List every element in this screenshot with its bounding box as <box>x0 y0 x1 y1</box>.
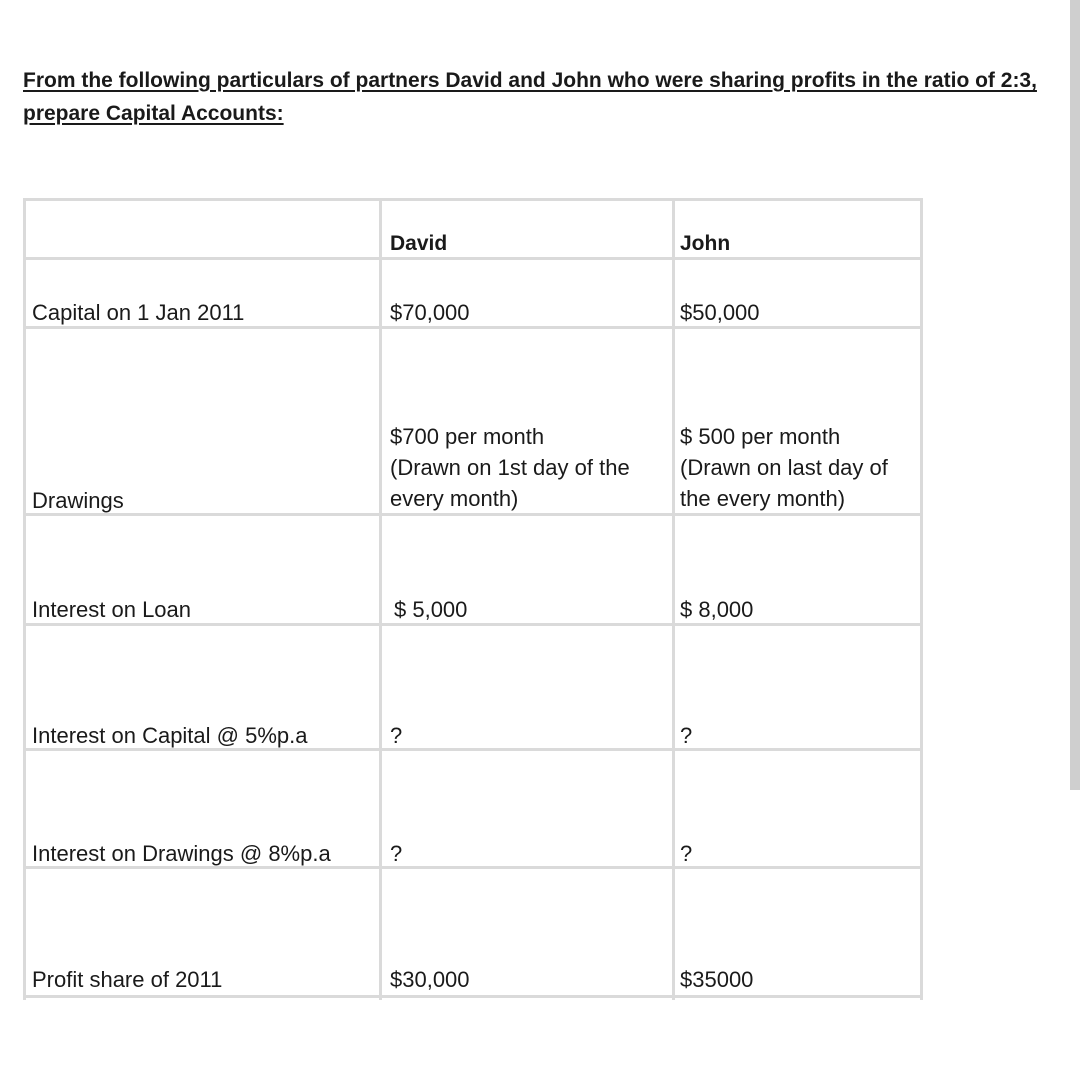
row-label-interest-on-capital: Interest on Capital @ 5%p.a <box>32 723 308 748</box>
interest-on-drawings-john: ? <box>680 841 693 866</box>
drawings-david-line: (Drawn on 1st day of the <box>390 455 630 480</box>
grid-line <box>379 198 382 1000</box>
partners-particulars-table <box>23 198 923 1000</box>
interest-on-capital-john: ? <box>680 723 693 748</box>
row-label-profit-share: Profit share of 2011 <box>32 967 223 992</box>
row-label-interest-on-loan: Interest on Loan <box>32 597 192 622</box>
profit-share-john: $35000 <box>680 967 754 992</box>
drawings-john-line: the every month) <box>680 486 846 511</box>
grid-line <box>920 198 923 1000</box>
interest-on-loan-david: $ 5,000 <box>394 597 468 622</box>
grid-line <box>23 257 923 260</box>
capital-david: $70,000 <box>390 300 470 325</box>
grid-line <box>23 995 923 998</box>
drawings-david <box>390 421 630 514</box>
page-edge-bar <box>1070 0 1080 790</box>
drawings-john-line: (Drawn on last day of <box>680 455 888 480</box>
row-label-interest-on-drawings: Interest on Drawings @ 8%p.a <box>32 841 331 866</box>
column-header-david: David <box>390 232 448 255</box>
drawings-david-line: every month) <box>390 486 519 511</box>
profit-share-david: $30,000 <box>390 967 470 992</box>
row-label-drawings: Drawings <box>32 488 124 513</box>
grid-line <box>23 198 26 1000</box>
interest-on-drawings-david: ? <box>390 841 403 866</box>
interest-on-loan-john: $ 8,000 <box>680 597 754 622</box>
interest-on-capital-david: ? <box>390 723 403 748</box>
drawings-david-line: $700 per month <box>390 424 545 449</box>
drawings-john-line: $ 500 per month <box>680 424 841 449</box>
grid-line <box>672 198 675 1000</box>
drawings-john <box>680 421 888 514</box>
column-header-john: John <box>680 232 731 255</box>
heading-line-2: prepare Capital Accounts: <box>23 102 284 125</box>
heading-line-1: From the following particulars of partners David and John who were sharing profits in the ratio of 2:3, <box>23 69 1037 92</box>
row-label-capital: Capital on 1 Jan 2011 <box>32 300 245 325</box>
capital-john: $50,000 <box>680 300 760 325</box>
grid-line <box>23 198 923 201</box>
question-heading <box>23 64 1080 130</box>
